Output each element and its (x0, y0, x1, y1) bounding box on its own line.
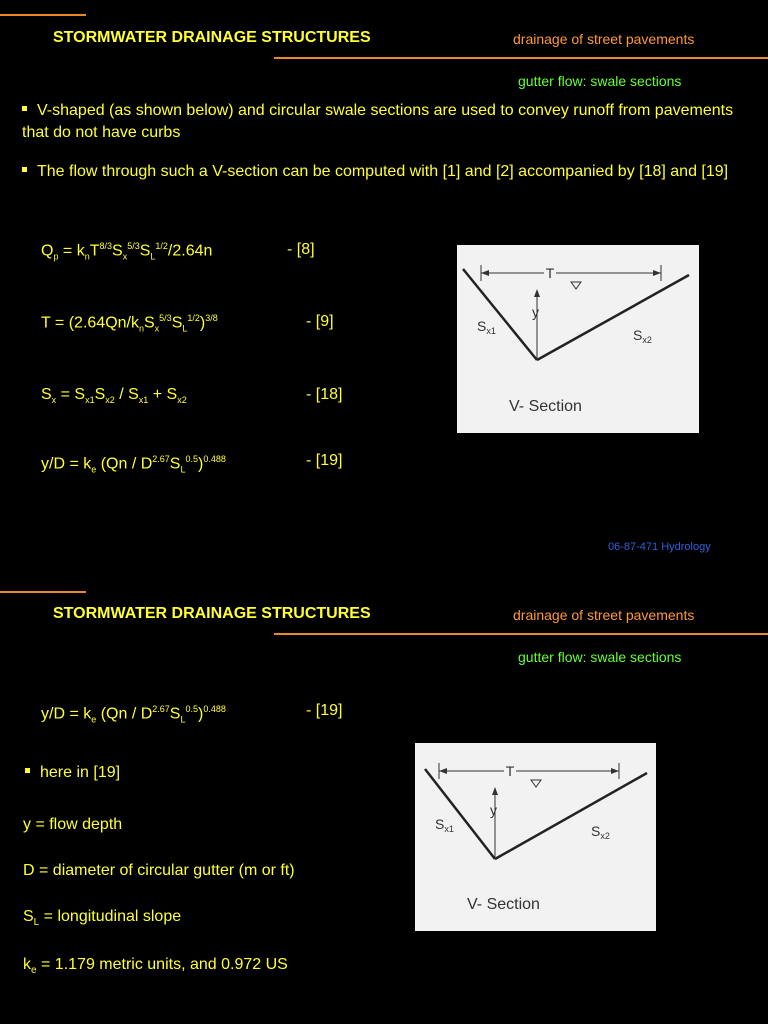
slide-subtopic: gutter flow: swale sections (518, 73, 682, 89)
equation-9: $T = (2.64Qn/k_nS_x^{5/3}S_L^{1/2})^{3/8}$ (41, 313, 218, 334)
equation-8: $Q_p = k_nT^{8/3}S_x^{5/3}S_L^{1/2}/2.64n$ (41, 241, 213, 262)
equation-ref-19: - [19] (306, 452, 343, 469)
diagram-caption: V- Section (509, 398, 582, 415)
bullet-1: V-shaped (as shown below) and circular swale sections are used to convey runoff from pavements that do not have curbs (22, 102, 734, 141)
top-rule (0, 591, 86, 593)
definition-sl: $S_L$ = longitudinal slope (23, 908, 182, 929)
definition-y: y = flow depth (23, 816, 123, 833)
y-label: y (532, 304, 539, 320)
v-section-diagram (415, 743, 656, 931)
equation-ref-9: - [9] (306, 313, 334, 330)
t-label: T (505, 763, 515, 779)
equation-ref-19: - [19] (306, 702, 343, 719)
diagram-caption: V- Section (467, 896, 540, 913)
equation-ref-8: - [8] (287, 241, 315, 258)
t-label: T (545, 265, 555, 281)
slide-subtopic: gutter flow: swale sections (518, 649, 682, 665)
sx1-label: $S_{x1}$ (435, 816, 454, 834)
title-rule (274, 57, 768, 59)
title-rule (274, 633, 768, 635)
slide-topic: drainage of street pavements (513, 31, 695, 47)
equation-19: $y/D = k_e$ $(Qn / D^{2.67}S_L^{0.5})^{0.488}$ (41, 454, 226, 475)
bullet-marker (22, 106, 27, 111)
slide-2 (0, 576, 768, 1024)
bullet-here: here in [19] (25, 762, 120, 784)
bullet-2: The flow through such a V-section can be computed with [1] and [2] accompanied by [18] and [19] (22, 161, 752, 183)
slide-title: STORMWATER DRAINAGE STRUCTURES (53, 29, 371, 46)
sx2-label: $S_{x2}$ (633, 327, 652, 345)
bullet-marker (25, 768, 30, 773)
y-label: y (490, 802, 497, 818)
bullet-marker (22, 167, 27, 172)
sx1-label: $S_{x1}$ (477, 318, 496, 336)
definition-d: D = diameter of circular gutter (m or ft) (23, 862, 295, 879)
sx2-label: $S_{x2}$ (591, 823, 610, 841)
equation-18: $S_x = S_{x1}S_{x2} / S_{x1} + S_{x2}$ (41, 386, 187, 406)
v-section-diagram (457, 245, 699, 433)
v-section-svg (457, 245, 699, 433)
course-footer: 06-87-471 Hydrology (608, 541, 711, 553)
top-rule (0, 14, 86, 16)
equation-ref-18: - [18] (306, 386, 343, 403)
definition-ke: $k_e = 1.179$ metric units, and 0.972 US (23, 956, 288, 977)
v-section-svg (415, 743, 656, 931)
slide-title: STORMWATER DRAINAGE STRUCTURES (53, 605, 371, 622)
equation-19: $y/D = k_e$ $(Qn / D^{2.67}S_L^{0.5})^{0.488}$ (41, 704, 226, 725)
slide-topic: drainage of street pavements (513, 607, 695, 623)
